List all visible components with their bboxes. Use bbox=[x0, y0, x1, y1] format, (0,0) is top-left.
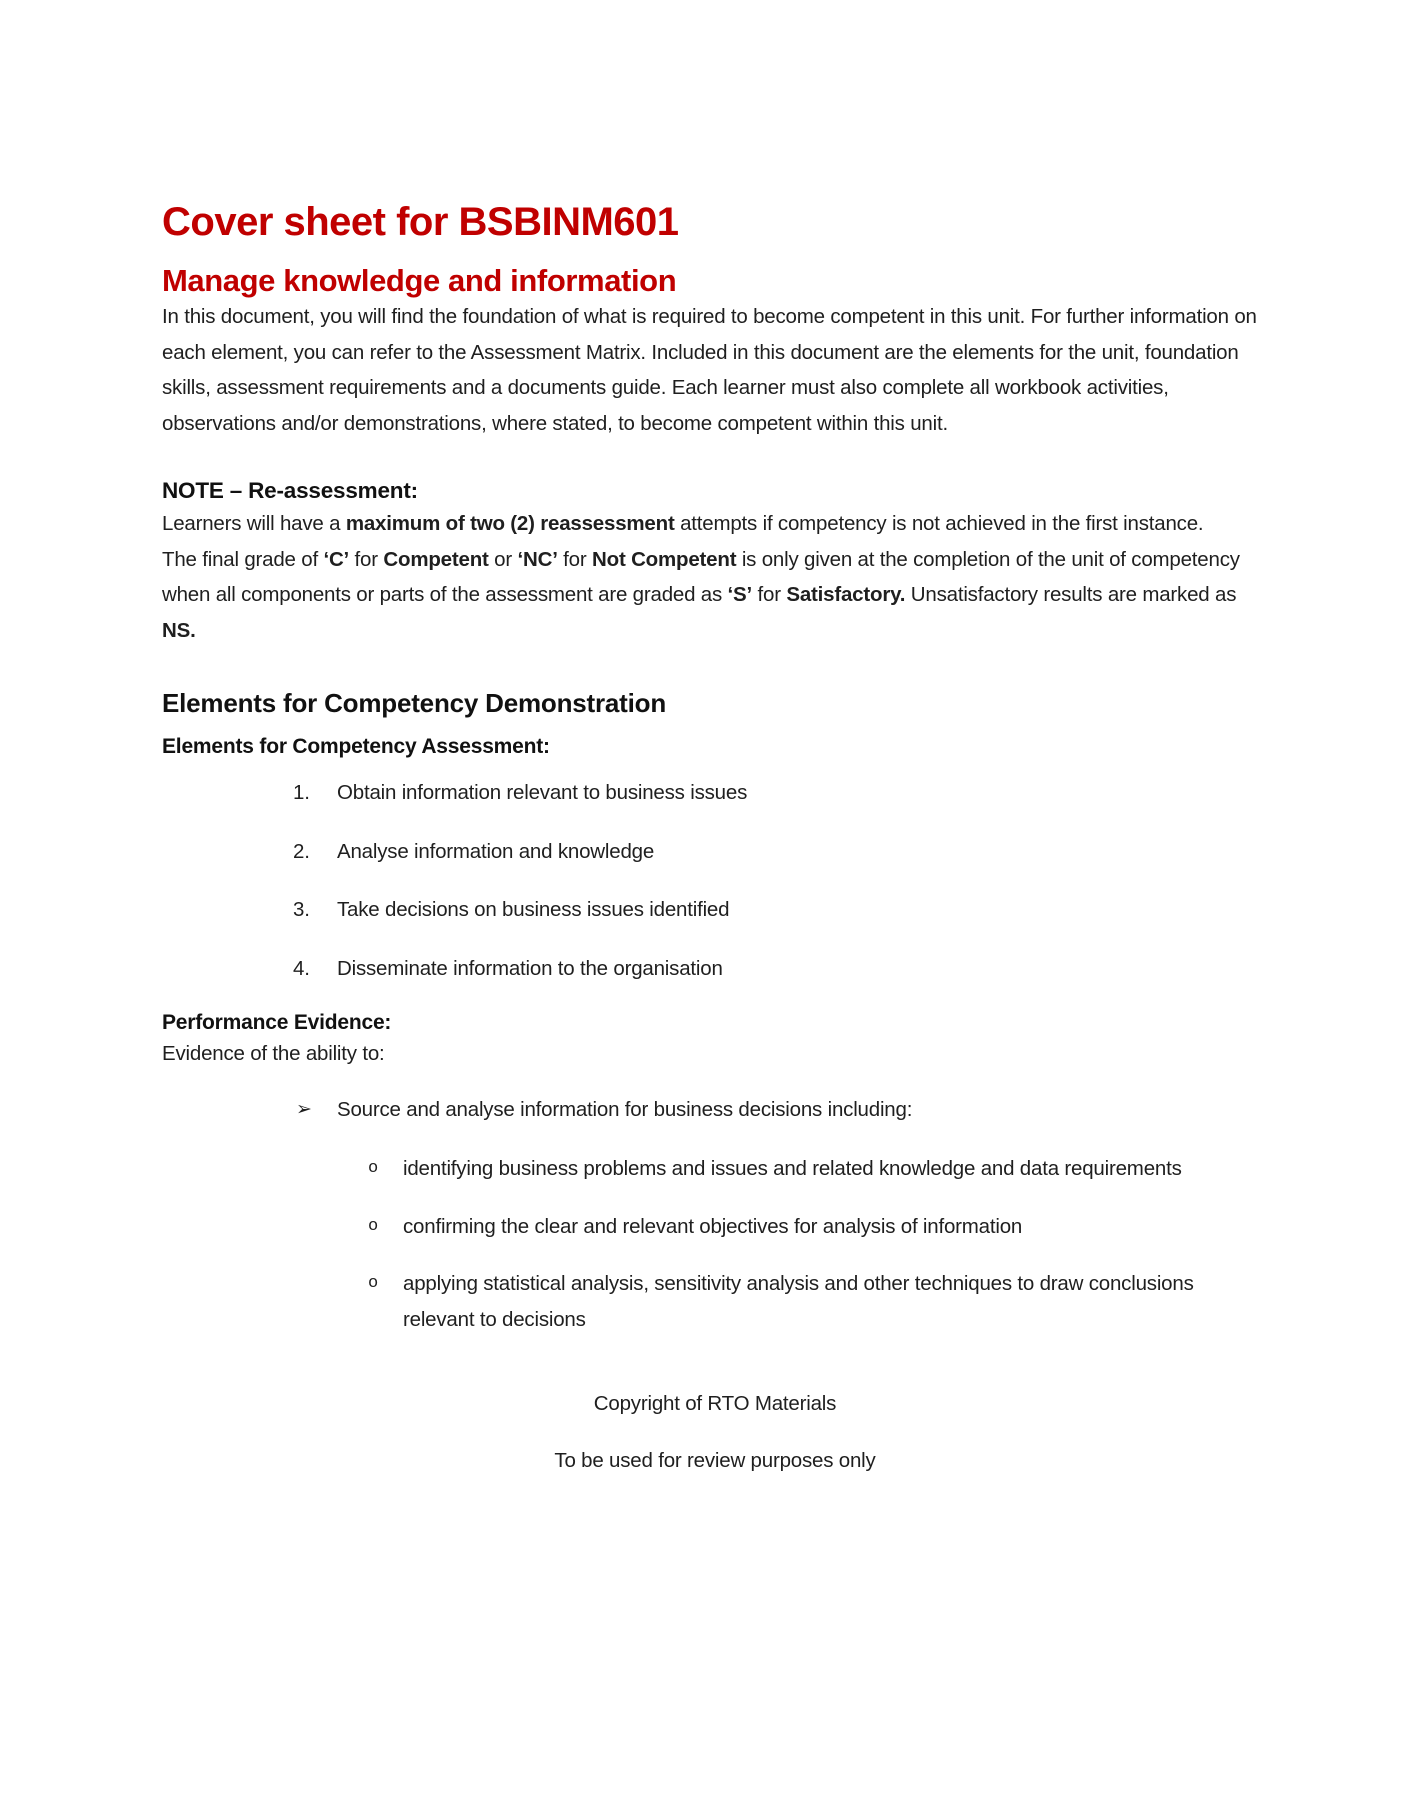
page-subtitle: Manage knowledge and information bbox=[162, 263, 677, 298]
performance-lead-text: Evidence of the ability to: bbox=[162, 1042, 385, 1065]
elements-section-heading: Elements for Competency Demonstration bbox=[162, 688, 667, 718]
review-purpose-line: To be used for review purposes only bbox=[554, 1448, 876, 1472]
list-item-element-4 bbox=[293, 951, 1268, 987]
copyright-line: Copyright of RTO Materials bbox=[593, 1392, 837, 1415]
circle-bullet-icon: o bbox=[368, 1159, 379, 1178]
list-item-element-3 bbox=[293, 892, 1268, 928]
page-title: Cover sheet for BSBINM601 bbox=[162, 200, 679, 244]
list-item-element-2 bbox=[293, 834, 1268, 870]
performance-evidence-heading: Performance Evidence: bbox=[162, 1011, 392, 1034]
intro-paragraph: In this document, you will find the foundation of what is required to become competent in this unit. For further information on each element, you can refer to the Assessment Matrix. Included in this document are the elements for the unit, foundation skills, assessment requirements and a documents guide. Each learner must also complete all workbook activities, observations and/or demonstrations, where stated, to become competent within this unit. bbox=[162, 305, 1257, 435]
arrow-bullet-icon: ➢ bbox=[296, 1098, 312, 1120]
list-number: 4. bbox=[293, 956, 310, 980]
sub-item-text: confirming the clear and relevant objectives for analysis of information bbox=[403, 1214, 1023, 1238]
list-item-text: Take decisions on business issues identified bbox=[337, 898, 730, 921]
sub-item-text: applying statistical analysis, sensitivity analysis and other techniques to draw conclusions relevant to decisions bbox=[403, 1272, 1194, 1331]
arrow-item-text: Source and analyse information for business decisions including: bbox=[337, 1097, 913, 1121]
grading-paragraph: The final grade of ‘C’ for Competent or ‘NC’ for Not Competent is only given at the completion of the unit of competency when all components or parts of the assessment are graded as ‘S’ for Satisfactory. Unsatisfactory results are marked as NS. bbox=[162, 547, 1240, 642]
list-item-text: Obtain information relevant to business issues bbox=[337, 781, 748, 804]
list-item-sub-2 bbox=[368, 1209, 1268, 1245]
circle-bullet-icon: o bbox=[368, 1216, 379, 1236]
arrow-list-item bbox=[296, 1092, 1268, 1128]
list-item-text: Analyse information and knowledge bbox=[337, 839, 655, 863]
note-reassessment-heading: NOTE – Re-assessment: bbox=[162, 478, 418, 503]
elements-assessment-subheading: Elements for Competency Assessment: bbox=[162, 735, 550, 758]
list-number: 3. bbox=[293, 898, 310, 921]
circle-bullet-icon: o bbox=[368, 1274, 379, 1293]
list-item-text: Disseminate information to the organisation bbox=[337, 956, 723, 980]
sub-bullet-list bbox=[162, 1151, 1268, 1337]
reassessment-paragraph: Learners will have a maximum of two (2) reassessment attempts if competency is not achieved in the first instance. bbox=[162, 512, 1204, 535]
sub-item-text: identifying business problems and issues and related knowledge and data requirements bbox=[403, 1157, 1182, 1180]
list-number: 1. bbox=[293, 781, 310, 804]
list-item-element-1 bbox=[293, 775, 1268, 811]
list-number: 2. bbox=[293, 839, 310, 863]
elements-numbered-list bbox=[162, 775, 1268, 986]
list-item-sub-3 bbox=[368, 1266, 1268, 1337]
page-footer bbox=[162, 1386, 1268, 1478]
list-item-sub-1 bbox=[368, 1151, 1268, 1187]
